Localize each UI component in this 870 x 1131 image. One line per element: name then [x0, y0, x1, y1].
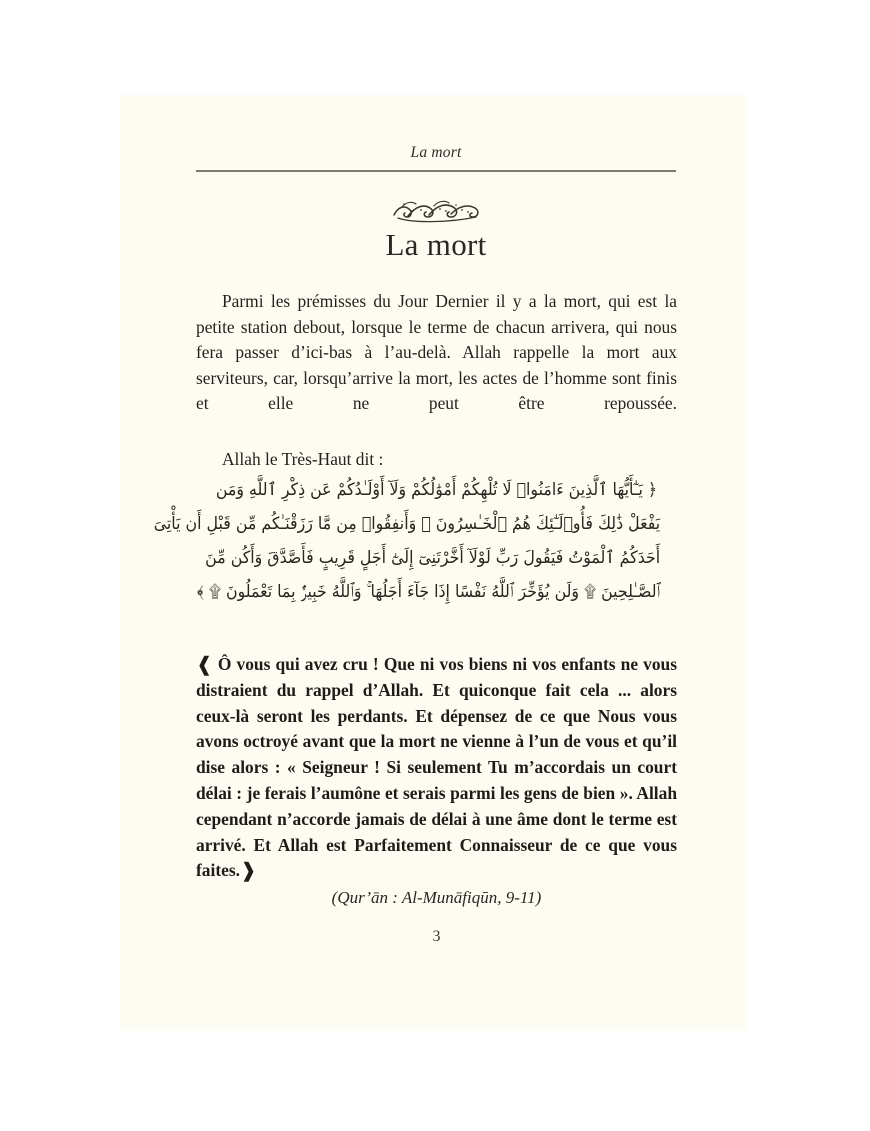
chapter-title: La mort	[385, 227, 487, 262]
quran-arabic-block	[153, 473, 677, 609]
quran-translation-text: Ô vous qui avez cru ! Que ni vos biens ni vos enfants ne vous distraient du rappel d’Allah. Et quiconque fait cela ... alors ceux-là seront les perdants. Et dépensez de ce que Nous vous avons octroyé avant que la mort ne vienne à l’un de vous et qu’il dise alors : « Seigneur ! Si seulement Tu m’accordais un court délai : je ferais l’aumône et serais parmi les gens de bien ». Allah cependant n’accorde jamais de délai à une âme dont le terme est arrivé. Et Allah est Parfaitement Connaisseur de ce que vous faites.	[196, 654, 677, 881]
arabic-line: ٱلصَّـٰلِحِينَ ۩ وَلَن يُؤَخِّرَ ٱللَّهُ نَفْسًا إِذَا جَآءَ أَجَلُهَا ۚ وَٱللَّهُ خَبِيرٌۢ بِمَا تَعْمَلُونَ ۩ ﴾	[196, 582, 661, 602]
arabic-line: أَحَدَكُمُ ٱلْمَوْتُ فَيَقُولَ رَبِّ لَوْلَآ أَخَّرْتَنِىٓ إِلَىٰٓ أَجَلٍ قَرِيبٍ فَأَصَّدَّقَ وَأَكُن مِّنَ	[205, 548, 661, 568]
quran-translation-block	[196, 652, 677, 910]
quote-close-ornament: ❱	[239, 860, 257, 883]
quran-citation: (Qur’ān : Al-Munāfiqūn, 9-11)	[331, 888, 542, 907]
arabic-line: يَفْعَلْ ذَٰلِكَ فَأُو۟لَـٰٓئِكَ هُمُ ٱلْخَـٰسِرُونَ ۩ وَأَنفِقُوا۟ مِن مَّا رَزَقْنَـٰكُم مِّن قَبْلِ أَن يَأْتِىَ	[153, 514, 661, 534]
intro-paragraph: Parmi les prémisses du Jour Dernier il y a la mort, qui est la petite station debout, lorsque le terme de chacun arrivera, qui nous fera passer d’ici-bas à l’au-delà. Allah rappelle la mort aux serviteurs, car, lorsqu’arrive la mort, les actes de l’homme sont finis et elle ne peut être repoussée.	[196, 291, 677, 414]
quote-open-ornament: ❰	[196, 654, 213, 676]
quran-lead-in-line: Allah le Très-Haut dit :	[222, 449, 384, 469]
page-number: 3	[432, 928, 441, 945]
arabic-line: ﴿ يَـٰٓأَيُّهَا ٱلَّذِينَ ءَامَنُوا۟ لَا تُلْهِكُمْ أَمْوَٰلُكُمْ وَلَآ أَوْلَـٰدُكُمْ عَن ذِكْرِ ٱللَّهِ وَمَن	[215, 480, 658, 500]
book-page-sheet	[120, 95, 748, 1031]
running-head: La mort	[410, 144, 462, 161]
basmala-ornament	[196, 195, 676, 229]
header-divider-rule	[196, 170, 676, 172]
